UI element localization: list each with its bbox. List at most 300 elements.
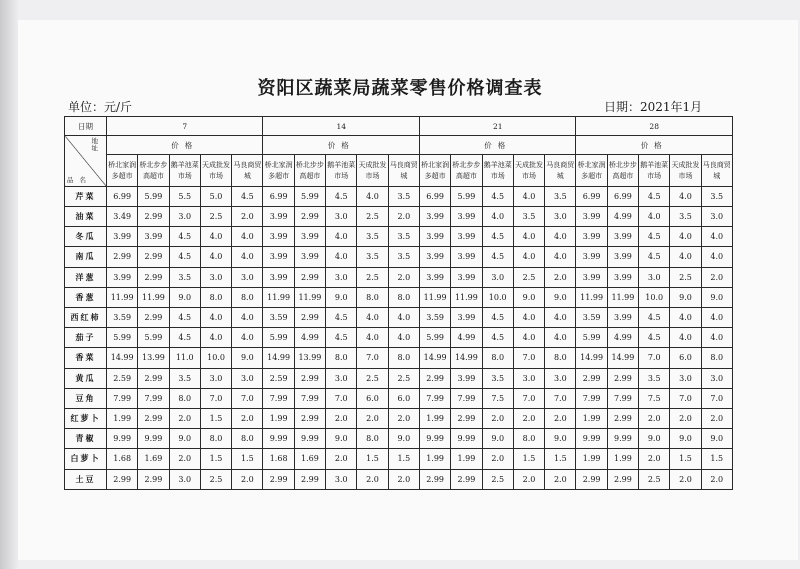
price-cell: 2.5 <box>639 469 670 489</box>
price-cell: 9.0 <box>513 287 544 307</box>
price-cell: 3.0 <box>545 368 576 388</box>
price-cell: 7.0 <box>326 388 357 408</box>
price-cell: 2.5 <box>357 368 388 388</box>
price-cell: 2.5 <box>670 267 701 287</box>
price-cell: 9.99 <box>138 429 169 449</box>
store-header: 桥北家润多超市 <box>576 155 607 186</box>
price-cell: 2.0 <box>482 408 513 428</box>
price-cell: 13.99 <box>294 348 325 368</box>
price-cell: 3.0 <box>326 267 357 287</box>
price-cell: 4.99 <box>294 328 325 348</box>
price-cell: 8.0 <box>388 287 419 307</box>
price-cell: 7.0 <box>357 348 388 368</box>
price-cell: 3.99 <box>451 307 482 327</box>
price-cell: 9.0 <box>169 287 200 307</box>
price-header: 价格 <box>576 136 732 155</box>
price-cell: 4.0 <box>357 328 388 348</box>
price-cell: 1.99 <box>576 408 607 428</box>
price-cell: 1.99 <box>419 408 450 428</box>
vegetable-name: 黄瓜 <box>65 368 107 388</box>
price-cell: 3.99 <box>107 267 138 287</box>
price-cell: 1.5 <box>200 408 231 428</box>
price-cell: 2.5 <box>482 469 513 489</box>
price-cell: 3.0 <box>326 368 357 388</box>
store-header: 桥北家润多超市 <box>419 155 450 186</box>
price-cell: 4.5 <box>482 186 513 206</box>
price-cell: 4.0 <box>670 328 701 348</box>
price-cell: 5.99 <box>107 328 138 348</box>
price-cell: 7.99 <box>294 388 325 408</box>
price-cell: 1.68 <box>263 449 294 469</box>
price-cell: 1.99 <box>607 449 638 469</box>
price-cell: 2.99 <box>419 469 450 489</box>
price-cell: 3.99 <box>607 267 638 287</box>
price-cell: 7.0 <box>701 388 732 408</box>
price-cell: 9.99 <box>263 429 294 449</box>
price-cell: 5.5 <box>169 186 200 206</box>
price-cell: 3.59 <box>419 307 450 327</box>
price-cell: 10.0 <box>639 287 670 307</box>
table-row <box>65 429 733 449</box>
price-cell: 1.5 <box>670 449 701 469</box>
price-cell: 2.5 <box>513 267 544 287</box>
price-cell: 11.99 <box>294 287 325 307</box>
vegetable-name: 南瓜 <box>65 247 107 267</box>
price-cell: 8.0 <box>388 348 419 368</box>
price-cell: 1.5 <box>545 449 576 469</box>
price-cell: 7.5 <box>639 388 670 408</box>
price-cell: 3.0 <box>200 267 231 287</box>
price-cell: 4.0 <box>670 247 701 267</box>
price-cell: 4.5 <box>169 328 200 348</box>
diagonal-header-cell <box>65 136 107 187</box>
price-cell: 1.5 <box>232 449 263 469</box>
price-cell: 6.0 <box>357 388 388 408</box>
price-cell: 2.59 <box>107 368 138 388</box>
price-cell: 9.99 <box>576 429 607 449</box>
price-cell: 3.99 <box>107 227 138 247</box>
table-row <box>65 408 733 428</box>
table-row <box>65 388 733 408</box>
price-cell: 2.99 <box>138 247 169 267</box>
price-cell: 7.99 <box>107 388 138 408</box>
vegetable-name: 茄子 <box>65 328 107 348</box>
price-cell: 4.0 <box>545 307 576 327</box>
price-cell: 2.0 <box>388 408 419 428</box>
price-cell: 3.99 <box>451 247 482 267</box>
price-cell: 1.99 <box>451 449 482 469</box>
price-cell: 8.0 <box>169 388 200 408</box>
price-cell: 11.99 <box>263 287 294 307</box>
vegetable-name: 油菜 <box>65 206 107 226</box>
vegetable-name: 红萝卜 <box>65 408 107 428</box>
price-cell: 4.0 <box>200 247 231 267</box>
price-cell: 4.5 <box>639 186 670 206</box>
store-header: 天成批发市场 <box>200 155 231 186</box>
price-cell: 4.5 <box>482 328 513 348</box>
price-cell: 2.99 <box>107 469 138 489</box>
price-header: 价格 <box>107 136 263 155</box>
store-header: 马良商贸城 <box>701 155 732 186</box>
store-header: 桥北家润多超市 <box>263 155 294 186</box>
price-cell: 2.5 <box>200 206 231 226</box>
price-cell: 4.5 <box>326 186 357 206</box>
price-cell: 2.0 <box>639 449 670 469</box>
price-cell: 3.99 <box>263 267 294 287</box>
price-cell: 4.5 <box>482 307 513 327</box>
price-cell: 2.0 <box>670 408 701 428</box>
price-cell: 3.5 <box>639 368 670 388</box>
price-cell: 4.0 <box>670 227 701 247</box>
price-cell: 2.0 <box>513 469 544 489</box>
price-cell: 4.0 <box>513 186 544 206</box>
price-cell: 14.99 <box>451 348 482 368</box>
price-cell: 11.99 <box>107 287 138 307</box>
vegetable-name: 豆角 <box>65 388 107 408</box>
price-cell: 3.0 <box>670 368 701 388</box>
price-cell: 4.99 <box>607 206 638 226</box>
table-row <box>65 348 733 368</box>
price-cell: 4.0 <box>388 328 419 348</box>
table-row <box>65 469 733 489</box>
price-cell: 2.0 <box>388 206 419 226</box>
price-cell: 14.99 <box>576 348 607 368</box>
price-cell: 2.0 <box>701 408 732 428</box>
price-cell: 3.99 <box>294 227 325 247</box>
price-cell: 4.5 <box>232 186 263 206</box>
price-cell: 7.0 <box>513 388 544 408</box>
price-cell: 4.0 <box>701 227 732 247</box>
price-cell: 3.5 <box>169 368 200 388</box>
price-cell: 4.0 <box>701 307 732 327</box>
store-header: 天成批发市场 <box>513 155 544 186</box>
price-cell: 14.99 <box>607 348 638 368</box>
price-cell: 2.0 <box>482 449 513 469</box>
price-cell: 4.0 <box>670 307 701 327</box>
price-cell: 8.0 <box>513 429 544 449</box>
price-cell: 7.99 <box>419 388 450 408</box>
price-cell: 2.99 <box>576 368 607 388</box>
table-row <box>65 449 733 469</box>
store-header: 鹅羊池菜市场 <box>326 155 357 186</box>
price-cell: 3.99 <box>138 227 169 247</box>
price-cell: 2.0 <box>357 469 388 489</box>
price-cell: 4.0 <box>545 247 576 267</box>
price-cell: 2.99 <box>294 307 325 327</box>
price-cell: 5.99 <box>263 328 294 348</box>
price-cell: 4.0 <box>482 206 513 226</box>
price-cell: 3.99 <box>263 227 294 247</box>
table-row <box>65 368 733 388</box>
price-cell: 2.99 <box>294 206 325 226</box>
store-header: 桥北步步高超市 <box>138 155 169 186</box>
price-cell: 2.0 <box>232 206 263 226</box>
price-cell: 2.99 <box>138 267 169 287</box>
price-cell: 3.99 <box>419 247 450 267</box>
price-cell: 9.0 <box>326 287 357 307</box>
price-cell: 3.0 <box>169 469 200 489</box>
price-cell: 2.99 <box>138 469 169 489</box>
table-row <box>65 247 733 267</box>
price-cell: 2.0 <box>701 267 732 287</box>
price-cell: 3.0 <box>701 368 732 388</box>
price-header: 价格 <box>419 136 575 155</box>
price-cell: 6.0 <box>388 388 419 408</box>
price-cell: 2.99 <box>138 368 169 388</box>
price-cell: 2.99 <box>607 368 638 388</box>
price-cell: 3.5 <box>670 206 701 226</box>
document-title: 资阳区蔬菜局蔬菜零售价格调查表 <box>257 78 543 99</box>
price-cell: 3.0 <box>482 267 513 287</box>
price-cell: 3.5 <box>545 186 576 206</box>
price-cell: 3.99 <box>607 307 638 327</box>
vegetable-name: 香菜 <box>65 348 107 368</box>
price-cell: 9.0 <box>169 429 200 449</box>
price-cell: 4.0 <box>545 328 576 348</box>
price-cell: 4.0 <box>701 247 732 267</box>
price-cell: 2.99 <box>138 206 169 226</box>
price-cell: 4.0 <box>357 307 388 327</box>
price-cell: 6.99 <box>263 186 294 206</box>
price-cell: 4.0 <box>701 328 732 348</box>
price-cell: 1.5 <box>357 449 388 469</box>
price-cell: 3.99 <box>576 227 607 247</box>
price-cell: 9.0 <box>670 429 701 449</box>
vegetable-name: 西红柿 <box>65 307 107 327</box>
price-cell: 3.0 <box>169 206 200 226</box>
price-cell: 9.0 <box>639 429 670 449</box>
diag-name-label: 品名 <box>67 175 92 184</box>
price-cell: 4.0 <box>357 186 388 206</box>
vegetable-name: 香葱 <box>65 287 107 307</box>
price-cell: 2.99 <box>451 469 482 489</box>
table-row <box>65 287 733 307</box>
price-cell: 4.0 <box>513 307 544 327</box>
price-cell: 4.0 <box>513 247 544 267</box>
price-cell: 4.0 <box>670 186 701 206</box>
price-cell: 9.99 <box>419 429 450 449</box>
price-cell: 9.99 <box>607 429 638 449</box>
price-cell: 2.0 <box>326 408 357 428</box>
vegetable-name: 青椒 <box>65 429 107 449</box>
price-cell: 6.99 <box>419 186 450 206</box>
price-cell: 2.0 <box>388 267 419 287</box>
price-cell: 2.5 <box>200 469 231 489</box>
price-cell: 2.99 <box>419 368 450 388</box>
price-cell: 1.99 <box>263 408 294 428</box>
price-cell: 8.0 <box>326 348 357 368</box>
price-cell: 9.0 <box>232 348 263 368</box>
price-cell: 2.0 <box>357 408 388 428</box>
price-cell: 11.99 <box>607 287 638 307</box>
price-cell: 3.0 <box>639 267 670 287</box>
price-cell: 2.99 <box>294 408 325 428</box>
table-row <box>65 307 733 327</box>
price-cell: 7.99 <box>451 388 482 408</box>
price-cell: 8.0 <box>545 348 576 368</box>
price-cell: 5.99 <box>138 328 169 348</box>
price-cell: 4.0 <box>200 328 231 348</box>
price-cell: 2.99 <box>576 469 607 489</box>
price-cell: 1.68 <box>107 449 138 469</box>
price-cell: 2.0 <box>670 469 701 489</box>
price-cell: 4.5 <box>169 247 200 267</box>
price-cell: 8.0 <box>232 429 263 449</box>
price-cell: 4.5 <box>482 247 513 267</box>
price-cell: 3.99 <box>419 267 450 287</box>
price-cell: 8.0 <box>357 429 388 449</box>
price-cell: 7.0 <box>513 348 544 368</box>
price-cell: 8.0 <box>701 348 732 368</box>
price-cell: 10.0 <box>200 348 231 368</box>
price-cell: 8.0 <box>232 287 263 307</box>
price-cell: 9.0 <box>545 287 576 307</box>
price-cell: 1.5 <box>200 449 231 469</box>
price-cell: 7.0 <box>670 388 701 408</box>
price-cell: 4.0 <box>545 227 576 247</box>
price-cell: 3.5 <box>388 227 419 247</box>
price-cell: 5.99 <box>138 186 169 206</box>
price-cell: 11.99 <box>451 287 482 307</box>
price-cell: 14.99 <box>263 348 294 368</box>
price-cell: 4.99 <box>607 328 638 348</box>
price-cell: 3.99 <box>576 206 607 226</box>
price-cell: 3.99 <box>607 227 638 247</box>
price-cell: 3.0 <box>513 368 544 388</box>
price-cell: 7.0 <box>200 388 231 408</box>
vegetable-name: 芹菜 <box>65 186 107 206</box>
table-row <box>65 267 733 287</box>
price-cell: 2.0 <box>545 408 576 428</box>
price-cell: 3.99 <box>451 227 482 247</box>
price-cell: 7.5 <box>482 388 513 408</box>
price-cell: 5.99 <box>294 186 325 206</box>
price-cell: 3.59 <box>107 307 138 327</box>
price-cell: 3.5 <box>701 186 732 206</box>
price-cell: 5.99 <box>451 186 482 206</box>
price-cell: 2.0 <box>545 469 576 489</box>
price-cell: 2.0 <box>701 469 732 489</box>
price-cell: 4.0 <box>326 227 357 247</box>
price-cell: 3.99 <box>576 247 607 267</box>
price-cell: 1.99 <box>576 449 607 469</box>
store-header: 鹅羊池菜市场 <box>169 155 200 186</box>
price-cell: 1.99 <box>107 408 138 428</box>
vegetable-name: 冬瓜 <box>65 227 107 247</box>
price-cell: 3.99 <box>576 267 607 287</box>
price-cell: 9.0 <box>701 287 732 307</box>
price-cell: 2.0 <box>232 469 263 489</box>
price-cell: 1.5 <box>388 449 419 469</box>
day-header: 14 <box>263 117 419 136</box>
price-cell: 7.99 <box>576 388 607 408</box>
price-cell: 3.0 <box>232 267 263 287</box>
price-cell: 4.0 <box>513 227 544 247</box>
price-cell: 3.5 <box>357 227 388 247</box>
price-cell: 6.99 <box>607 186 638 206</box>
price-cell: 2.0 <box>388 469 419 489</box>
price-cell: 1.69 <box>294 449 325 469</box>
price-cell: 4.99 <box>451 328 482 348</box>
price-cell: 4.5 <box>169 307 200 327</box>
price-table <box>64 116 733 490</box>
price-cell: 3.99 <box>263 247 294 267</box>
price-cell: 7.0 <box>639 348 670 368</box>
price-cell: 3.59 <box>263 307 294 327</box>
price-cell: 3.0 <box>701 206 732 226</box>
price-cell: 2.0 <box>169 408 200 428</box>
price-cell: 8.0 <box>482 348 513 368</box>
price-cell: 9.0 <box>326 429 357 449</box>
diag-address-label: 地址 <box>91 137 104 153</box>
price-cell: 2.59 <box>263 368 294 388</box>
price-cell: 5.0 <box>200 186 231 206</box>
price-cell: 4.5 <box>482 227 513 247</box>
price-cell: 3.99 <box>451 206 482 226</box>
store-header: 鹅羊池菜市场 <box>482 155 513 186</box>
price-cell: 3.5 <box>388 247 419 267</box>
price-cell: 8.0 <box>200 429 231 449</box>
vegetable-name: 白萝卜 <box>65 449 107 469</box>
day-header: 7 <box>107 117 263 136</box>
price-cell: 3.0 <box>326 469 357 489</box>
price-cell: 4.5 <box>326 307 357 327</box>
price-cell: 1.5 <box>701 449 732 469</box>
price-cell: 8.0 <box>200 287 231 307</box>
price-cell: 2.99 <box>294 368 325 388</box>
price-cell: 7.99 <box>138 388 169 408</box>
price-cell: 2.5 <box>388 368 419 388</box>
price-cell: 3.59 <box>576 307 607 327</box>
price-cell: 3.0 <box>200 368 231 388</box>
price-cell: 11.0 <box>169 348 200 368</box>
price-cell: 7.0 <box>232 388 263 408</box>
price-cell: 2.99 <box>607 408 638 428</box>
price-header-row <box>65 136 733 155</box>
price-cell: 3.5 <box>388 186 419 206</box>
price-cell: 2.0 <box>326 449 357 469</box>
price-cell: 3.0 <box>232 368 263 388</box>
price-cell: 4.0 <box>388 307 419 327</box>
price-cell: 14.99 <box>419 348 450 368</box>
price-cell: 2.5 <box>357 267 388 287</box>
price-cell: 2.0 <box>513 408 544 428</box>
price-cell: 2.0 <box>169 449 200 469</box>
price-cell: 9.0 <box>670 287 701 307</box>
price-cell: 4.5 <box>639 307 670 327</box>
price-cell: 2.99 <box>107 247 138 267</box>
vegetable-name: 土豆 <box>65 469 107 489</box>
price-cell: 4.5 <box>169 227 200 247</box>
price-cell: 3.0 <box>545 206 576 226</box>
price-cell: 5.99 <box>576 328 607 348</box>
price-cell: 9.99 <box>294 429 325 449</box>
price-cell: 4.0 <box>232 307 263 327</box>
price-cell: 4.5 <box>639 227 670 247</box>
price-cell: 2.99 <box>294 267 325 287</box>
date-header-row <box>65 117 733 136</box>
price-cell: 3.99 <box>419 227 450 247</box>
price-cell: 8.0 <box>357 287 388 307</box>
table-row <box>65 186 733 206</box>
price-cell: 4.0 <box>232 227 263 247</box>
price-cell: 4.0 <box>200 227 231 247</box>
price-cell: 2.0 <box>545 267 576 287</box>
price-cell: 3.99 <box>419 206 450 226</box>
price-cell: 2.99 <box>451 408 482 428</box>
price-cell: 2.99 <box>138 408 169 428</box>
price-cell: 1.69 <box>138 449 169 469</box>
